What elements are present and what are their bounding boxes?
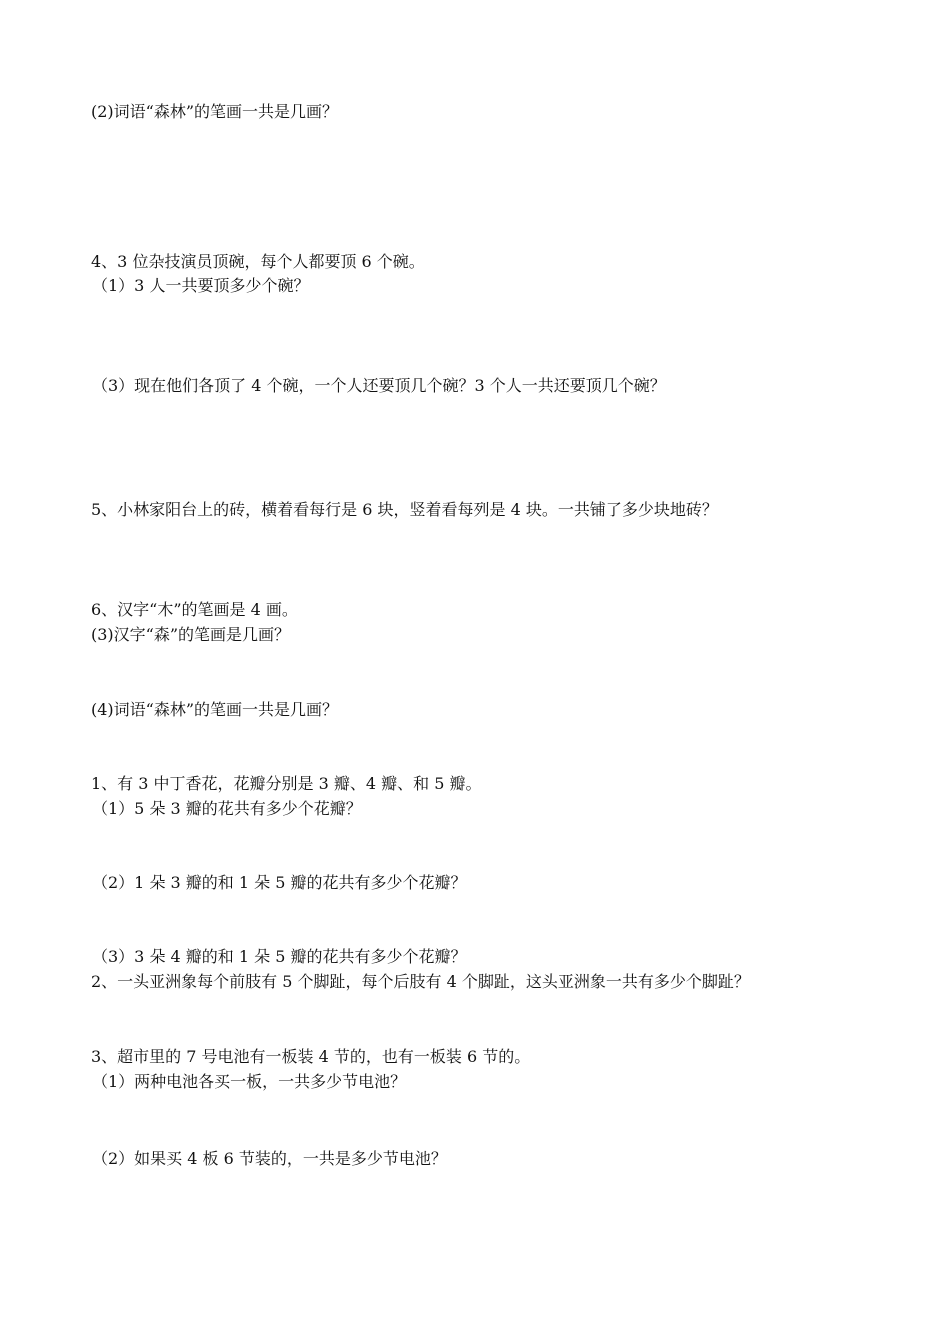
sub-question-line: （1）3 人一共要顶多少个碗？ [92,276,310,295]
question-line: 5、小林家阳台上的砖，横着看每行是 6 块，竖着看每列是 4 块。一共铺了多少块地砖？ [91,500,718,519]
sub-question-line: （1）5 朵 3 瓣的花共有多少个花瓣？ [92,799,362,818]
question-line: 6、汉字“木”的笔画是 4 画。 [91,600,298,619]
sub-question-line: （2）1 朵 3 瓣的和 1 朵 5 瓣的花共有多少个花瓣？ [92,873,467,892]
sub-question-line: (4)词语“森林”的笔画一共是几画？ [91,700,339,719]
sub-question-line: （3）现在他们各顶了 4 个碗，一个人还要顶几个碗？3 个人一共还要顶几个碗？ [92,376,666,395]
question-line: 1、有 3 中丁香花，花瓣分别是 3 瓣、4 瓣、和 5 瓣。 [91,774,482,793]
sub-question-line: （2）如果买 4 板 6 节装的，一共是多少节电池？ [92,1149,447,1168]
question-line: 2、一头亚洲象每个前肢有 5 个脚趾，每个后肢有 4 个脚趾，这头亚洲象一共有多少个脚趾？ [91,972,750,991]
sub-question-line: （1）两种电池各买一板，一共多少节电池？ [92,1072,407,1091]
question-line: (2)词语“森林”的笔画一共是几画？ [91,102,339,121]
question-line: 4、3 位杂技演员顶碗，每个人都要顶 6 个碗。 [91,252,425,271]
question-line: 3、超市里的 7 号电池有一板装 4 节的，也有一板装 6 节的。 [91,1047,531,1066]
sub-question-line: (3)汉字“森”的笔画是几画？ [91,625,291,644]
sub-question-line: （3）3 朵 4 瓣的和 1 朵 5 瓣的花共有多少个花瓣？ [92,947,467,966]
